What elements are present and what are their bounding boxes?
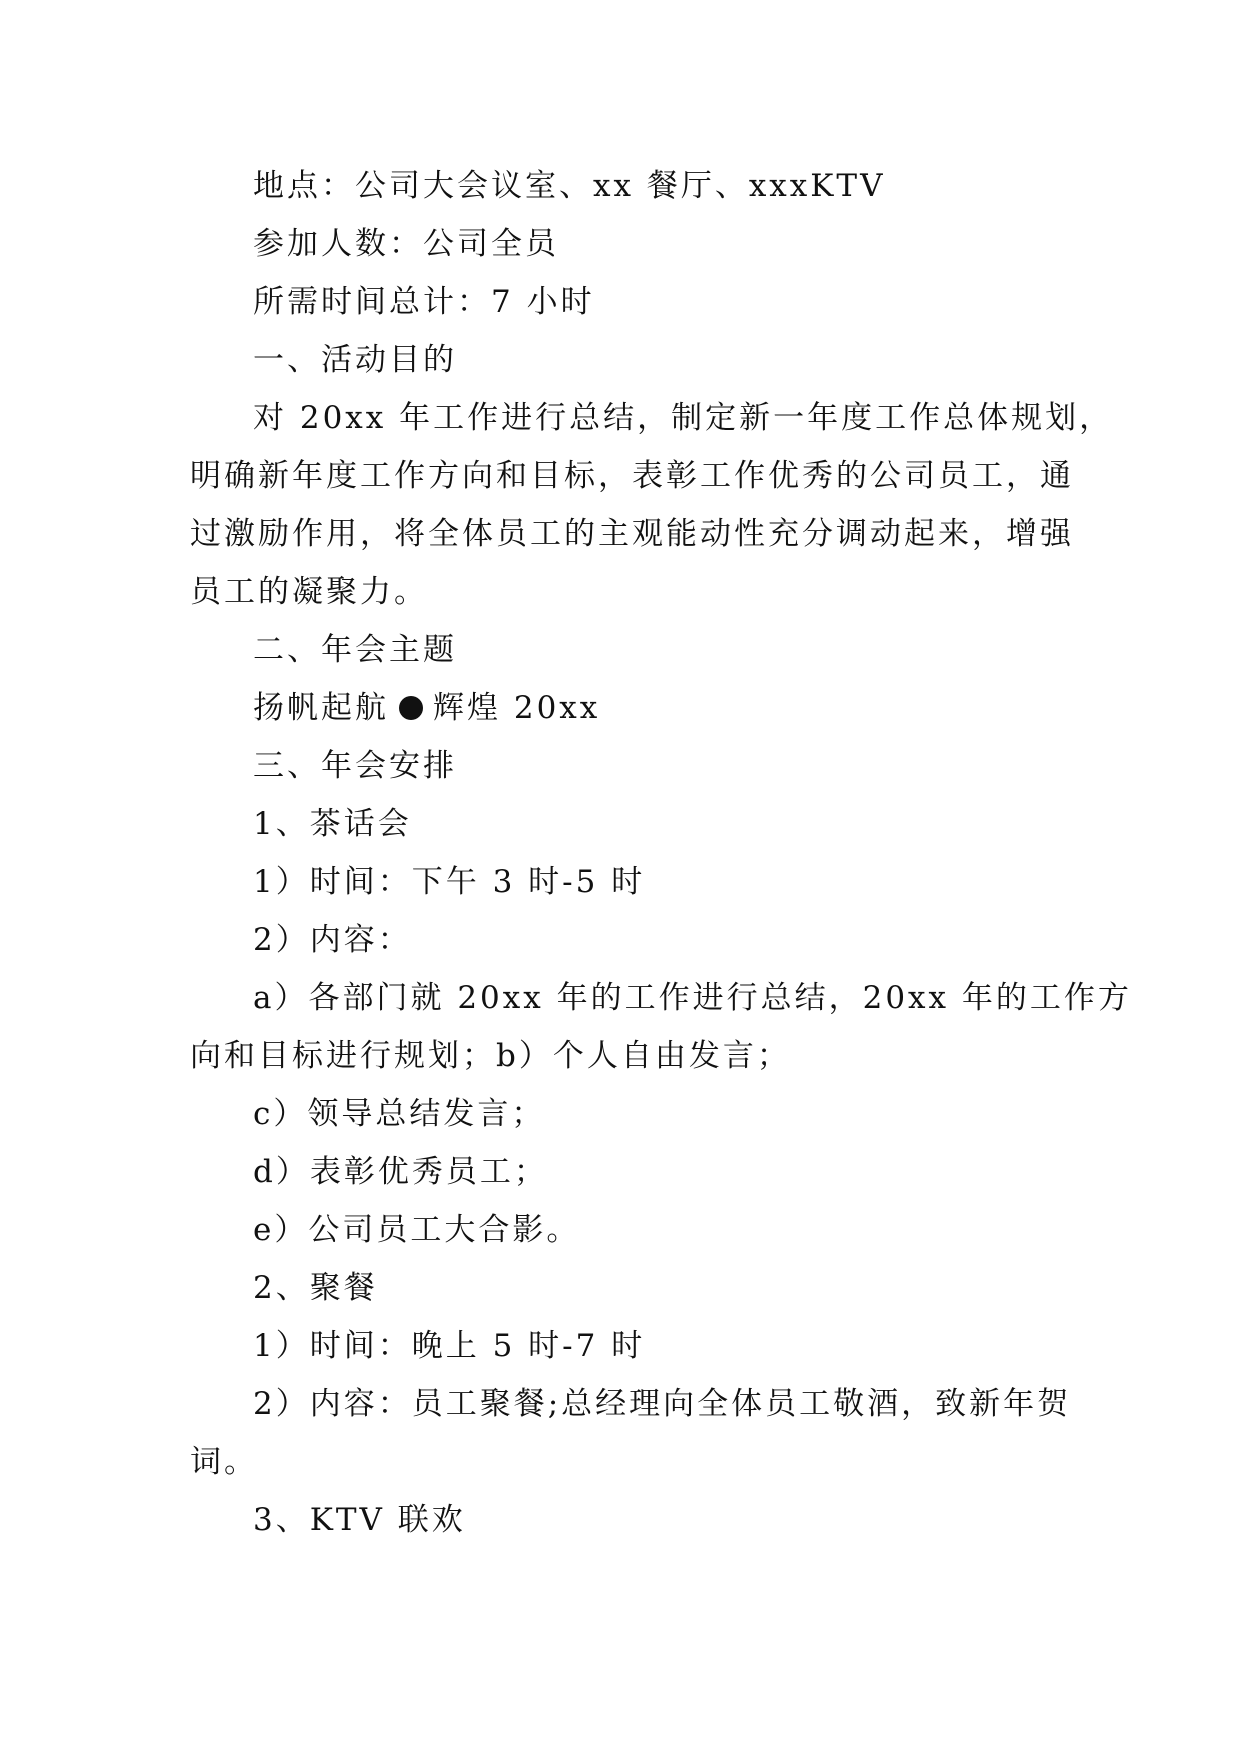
purpose-paragraph-line-4: 员工的凝聚力。: [190, 574, 428, 610]
bullet-dot-icon: [399, 696, 423, 720]
purpose-paragraph-line-2: 明确新年度工作方向和目标，表彰工作优秀的公司员工，通: [190, 458, 1074, 494]
attendees-line: 参加人数：公司全员: [253, 226, 559, 262]
theme-part-2: 辉煌 20xx: [433, 690, 601, 726]
total-time-line: 所需时间总计：7 小时: [253, 284, 595, 320]
section-heading-theme: 二、年会主题: [253, 632, 457, 668]
item-1-time: 1）时间：下午 3 时-5 时: [253, 864, 646, 900]
section-heading-schedule: 三、年会安排: [253, 748, 457, 784]
item-2-content-line-2: 词。: [190, 1444, 258, 1480]
item-2-title: 2、聚餐: [253, 1270, 378, 1306]
item-1-a-line-1: a）各部门就 20xx 年的工作进行总结，20xx 年的工作方: [253, 980, 1132, 1016]
item-1-content-label: 2）内容：: [253, 922, 412, 958]
item-2-time: 1）时间：晚上 5 时-7 时: [253, 1328, 646, 1364]
purpose-paragraph-line-3: 过激励作用，将全体员工的主观能动性充分调动起来，增强: [190, 516, 1074, 552]
theme-line: [190, 679, 1050, 737]
location-line: 地点：公司大会议室、xx 餐厅、xxxKTV: [253, 168, 886, 204]
item-2-content-line-1: 2）内容：员工聚餐;总经理向全体员工敬酒，致新年贺: [253, 1386, 1072, 1422]
item-1-d: d）表彰优秀员工；: [253, 1154, 548, 1190]
item-1-c: c）领导总结发言；: [253, 1096, 546, 1132]
theme-part-1: 扬帆起航: [253, 690, 389, 726]
section-heading-purpose: 一、活动目的: [253, 342, 457, 378]
item-1-title: 1、茶话会: [253, 806, 412, 842]
item-1-e: e）公司员工大合影。: [253, 1212, 581, 1248]
purpose-paragraph-line-1: 对 20xx 年工作进行总结，制定新一年度工作总体规划，: [253, 400, 1114, 436]
document-body: [190, 157, 1132, 1549]
item-1-a-line-2: 向和目标进行规划；b）个人自由发言；: [190, 1038, 791, 1074]
item-3-title: 3、KTV 联欢: [253, 1502, 466, 1538]
